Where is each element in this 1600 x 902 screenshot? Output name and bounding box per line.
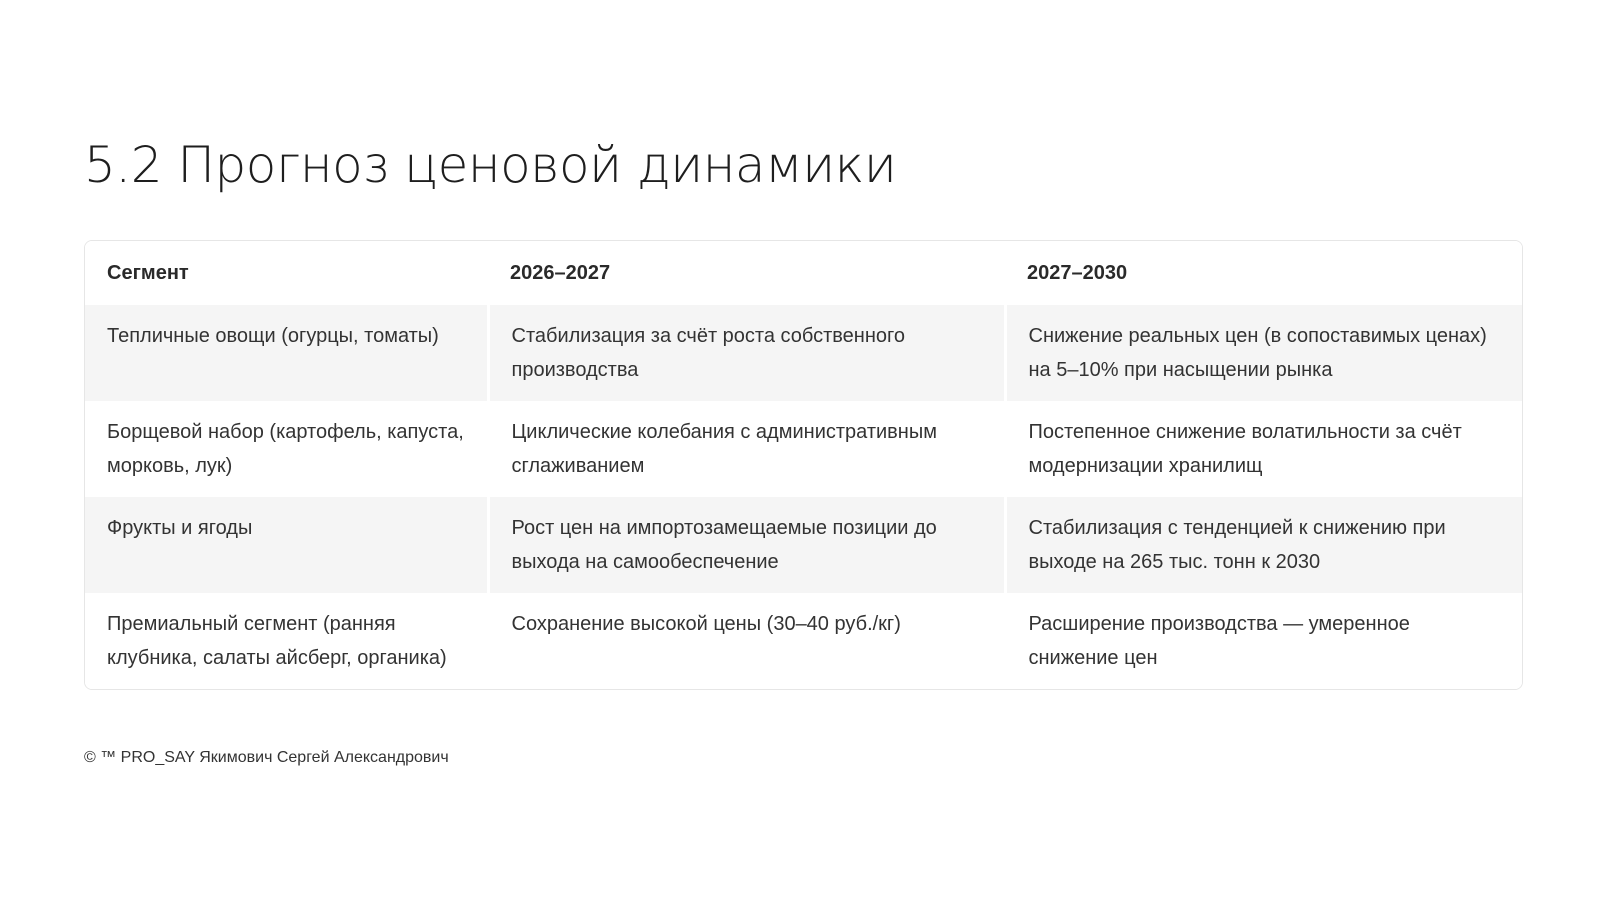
segment-cell: Борщевой набор (картофель, капуста, морковь, лук) bbox=[85, 401, 488, 497]
column-header-2027-2030: 2027–2030 bbox=[1005, 241, 1522, 305]
segment-cell: Тепличные овощи (огурцы, томаты) bbox=[85, 305, 488, 401]
page-title: 5.2 Прогноз ценовой динамики bbox=[84, 136, 897, 194]
table-row bbox=[85, 593, 1522, 689]
forecast-2027-2030-cell: Постепенное снижение волатильности за счёт модернизации хранилищ bbox=[1005, 401, 1522, 497]
column-header-2026-2027: 2026–2027 bbox=[488, 241, 1005, 305]
forecast-2026-2027-cell: Стабилизация за счёт роста собственного производства bbox=[488, 305, 1005, 401]
table-header-row bbox=[85, 241, 1522, 305]
forecast-2026-2027-cell: Сохранение высокой цены (30–40 руб./кг) bbox=[488, 593, 1005, 689]
table-row bbox=[85, 497, 1522, 593]
table-row bbox=[85, 401, 1522, 497]
forecast-2026-2027-cell: Рост цен на импортозамещаемые позиции до выхода на самообеспечение bbox=[488, 497, 1005, 593]
segment-cell: Премиальный сегмент (ранняя клубника, салаты айсберг, органика) bbox=[85, 593, 488, 689]
copyright-footer: © ™ PRO_SAY Якимович Сергей Александрович bbox=[84, 749, 449, 766]
table-row bbox=[85, 305, 1522, 401]
forecast-table bbox=[84, 240, 1523, 690]
forecast-2027-2030-cell: Расширение производства — умеренное снижение цен bbox=[1005, 593, 1522, 689]
forecast-2027-2030-cell: Снижение реальных цен (в сопоставимых ценах) на 5–10% при насыщении рынка bbox=[1005, 305, 1522, 401]
column-header-segment: Сегмент bbox=[85, 241, 488, 305]
segment-cell: Фрукты и ягоды bbox=[85, 497, 488, 593]
forecast-2026-2027-cell: Циклические колебания с административным сглаживанием bbox=[488, 401, 1005, 497]
forecast-2027-2030-cell: Стабилизация с тенденцией к снижению при выходе на 265 тыс. тонн к 2030 bbox=[1005, 497, 1522, 593]
